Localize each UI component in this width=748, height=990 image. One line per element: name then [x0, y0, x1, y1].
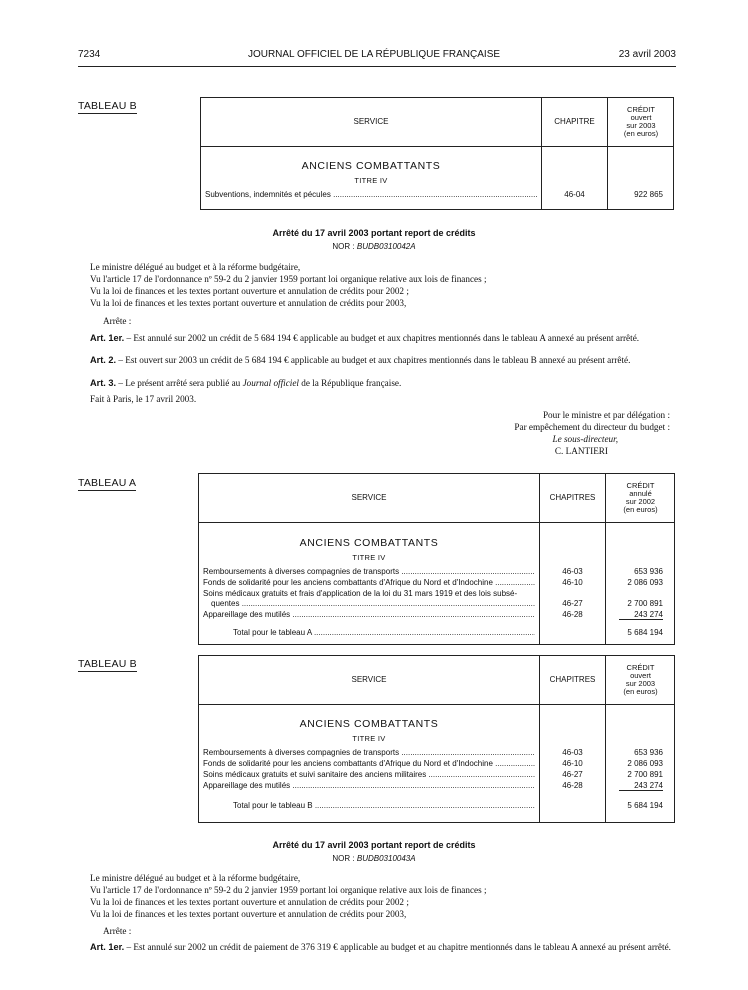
row-service-text: Remboursements à diverses compagnies de transports ..... — [203, 567, 535, 576]
credit-header-line: (en euros) — [623, 505, 658, 514]
nor-label: NOR : — [332, 854, 355, 863]
article-text-italic: Journal officiel — [242, 378, 299, 388]
credit-header-line: sur 2003 — [626, 121, 656, 130]
signature-line: Par empêchement du directeur du budget : — [514, 422, 670, 432]
arrete1-article-1 — [78, 333, 676, 345]
row-service-text: Appareillage des mutilés ..... — [203, 610, 535, 619]
row-service-text: Appareillage des mutilés ..... — [203, 781, 535, 790]
credit-header-line: (en euros) — [623, 129, 659, 138]
credit-header-line: sur 2002 — [625, 497, 656, 506]
tableA-col-chapitre: CHAPITRES — [549, 493, 596, 502]
arrete1-intro-line: Le ministre délégué au budget et à la réforme budgétaire, — [90, 262, 301, 272]
arrete1-intro-line: Vu la loi de finances et les textes portant ouverture et annulation de crédits pour 2003, — [90, 298, 407, 308]
tableB-col-credit — [606, 656, 675, 704]
table-row-amount: 2 086 093 — [627, 759, 663, 768]
signature-name: C. LANTIERI — [554, 446, 608, 456]
table-row-amount: 653 936 — [634, 748, 663, 757]
table-row-amount: 922 865 — [634, 190, 663, 199]
table1-label: TABLEAU B — [78, 100, 137, 112]
article-label: Art. 3. — [90, 378, 117, 388]
table-row-service — [203, 748, 535, 757]
credit-header-line: CRÉDIT — [627, 105, 655, 114]
tableB-section: ANCIENS COMBATTANTS — [299, 718, 439, 730]
tableA-section: ANCIENS COMBATTANTS — [299, 537, 439, 549]
arrete1-fait: Fait à Paris, le 17 avril 2003. — [90, 394, 197, 404]
table-row-amount: 653 936 — [634, 567, 663, 576]
arrete2-nor — [0, 854, 748, 863]
table-row-chapitre: 46-04 — [564, 190, 585, 199]
tableA-col-credit — [606, 474, 675, 522]
credit-header-line: CRÉDIT — [626, 663, 655, 672]
table-row-chapitre: 46-03 — [562, 748, 583, 757]
table-row-service — [203, 781, 535, 790]
table-row-amount: 2 086 093 — [627, 578, 663, 587]
article-label: Art. 1er. — [90, 942, 125, 952]
table-row-amount: 2 700 891 — [627, 599, 663, 608]
table-row-chapitre: 46-10 — [562, 759, 583, 768]
tableB-col-chapitre: CHAPITRES — [549, 675, 596, 684]
table-row-service — [205, 190, 537, 199]
article-label: Art. 2. — [90, 355, 117, 365]
arrete2-intro-line: Vu la loi de finances et les textes portant ouverture et annulation de crédits pour 2003, — [90, 909, 407, 919]
tableB-titre: TITRE IV — [352, 734, 386, 743]
row-service-text: Fonds de solidarité pour les anciens combattants d'Afrique du Nord et d'Indochine ..... — [203, 578, 535, 587]
tableA-label: TABLEAU A — [78, 477, 137, 489]
table-row-amount: 2 700 891 — [627, 770, 663, 779]
table-row-amount: 243 274 — [619, 781, 663, 791]
tableA-total: 5 684 194 — [627, 628, 663, 637]
row-service-text: Remboursements à diverses compagnies de transports ..... — [203, 748, 535, 757]
header-rule — [78, 66, 676, 67]
article-text: – Est annulé sur 2002 un crédit de paiement de 376 319 € applicable au budget et au chapitre mentionnés dans le tableau A annexé au présent arrêté. — [126, 942, 671, 952]
signature-line: Pour le ministre et par délégation : — [542, 410, 670, 420]
tableB-label: TABLEAU B — [78, 658, 137, 670]
credit-header-line: CRÉDIT — [626, 481, 655, 490]
arrete2-article-1 — [78, 942, 676, 954]
arrete1-article-3 — [90, 378, 401, 390]
signature-line: Le sous-directeur, — [552, 434, 618, 444]
tableB-col-service: SERVICE — [351, 675, 387, 684]
nor-value: BUDB0310042A — [356, 242, 416, 251]
article-text: – Est ouvert sur 2003 un crédit de 5 684 194 € applicable au budget et aux chapitres mentionnés dans le tableau B annexé au présent arrêté. — [118, 355, 631, 365]
article-label: Art. 1er. — [90, 333, 125, 343]
total-label-text: Total pour le tableau B ..... — [233, 801, 535, 810]
table-row-chapitre: 46-27 — [562, 599, 583, 608]
row-service-text: Fonds de solidarité pour les anciens combattants d'Afrique du Nord et d'Indochine ..... — [203, 759, 535, 768]
arrete1-intro-line: Vu l'article 17 de l'ordonnance nº 59-2 du 2 janvier 1959 portant loi organique relative aux lois de finances ; — [90, 274, 487, 284]
table1-col-chapitre: CHAPITRE — [554, 117, 595, 126]
arrete2-intro-line: Le ministre délégué au budget et à la réforme budgétaire, — [90, 873, 301, 883]
page-number: 7234 — [78, 49, 101, 60]
arrete2-arrete: Arrête : — [103, 926, 132, 936]
arrete2-intro-line: Vu l'article 17 de l'ordonnance nº 59-2 du 2 janvier 1959 portant loi organique relative aux lois de finances ; — [90, 885, 487, 895]
nor-value: BUDB0310043A — [356, 854, 416, 863]
arrete2-intro-line: Vu la loi de finances et les textes portant ouverture et annulation de crédits pour 2002 ; — [90, 897, 409, 907]
total-label-text: Total pour le tableau A ..... — [233, 628, 535, 637]
table-row-chapitre: 46-10 — [562, 578, 583, 587]
row-service-text: Soins médicaux gratuits et suivi sanitaire des anciens militaires ..... — [203, 770, 535, 779]
article-text: de la République française. — [298, 378, 402, 388]
table-row-service — [203, 567, 535, 576]
row-service-text: Subventions, indemnités et pécules ..... — [205, 190, 537, 199]
arrete1-nor — [0, 242, 748, 251]
table-row-service: Soins médicaux gratuits et frais d'application de la loi du 31 mars 1919 et des lois subsé- — [203, 589, 518, 598]
arrete2-title: Arrêté du 17 avril 2003 portant report de crédits — [272, 840, 476, 850]
table-row-service — [203, 770, 535, 779]
arrete1-title: Arrêté du 17 avril 2003 portant report de crédits — [272, 228, 476, 238]
table1 — [200, 97, 674, 210]
tableB — [198, 655, 675, 823]
table-row-service — [203, 610, 535, 619]
credit-header-line: ouvert — [630, 671, 651, 680]
tableA — [198, 473, 675, 645]
tableA-total-label — [233, 628, 535, 637]
table-row-chapitre: 46-27 — [562, 770, 583, 779]
table-row-service-cont — [211, 599, 535, 608]
credit-header-line: sur 2003 — [625, 679, 656, 688]
table1-section: ANCIENS COMBATTANTS — [301, 160, 441, 172]
tableB-total-label — [233, 801, 535, 810]
table1-col-credit — [608, 98, 674, 146]
row-service-text: quentes ..... — [211, 599, 535, 608]
journal-title: JOURNAL OFFICIEL DE LA RÉPUBLIQUE FRANÇAISE — [247, 49, 501, 60]
page-date: 23 avril 2003 — [618, 49, 676, 60]
arrete1-arrete: Arrête : — [103, 316, 132, 326]
arrete1-intro-line: Vu la loi de finances et les textes portant ouverture et annulation de crédits pour 2002 ; — [90, 286, 409, 296]
nor-label: NOR : — [332, 242, 355, 251]
table-row-service — [203, 578, 535, 587]
table1-titre: TITRE IV — [354, 176, 388, 185]
credit-header-line: (en euros) — [623, 687, 658, 696]
table-row-chapitre: 46-03 — [562, 567, 583, 576]
credit-header-line: ouvert — [630, 113, 652, 122]
article-text: – Est annulé sur 2002 un crédit de 5 684 194 € applicable au budget et aux chapitres mentionnés dans le tableau A annexé au présent arrêté. — [126, 333, 640, 343]
tableA-col-service: SERVICE — [351, 493, 387, 502]
table-row-chapitre: 46-28 — [562, 610, 583, 619]
table-row-service — [203, 759, 535, 768]
table1-col-service: SERVICE — [353, 117, 389, 126]
tableA-titre: TITRE IV — [352, 553, 386, 562]
table-row-amount: 243 274 — [619, 610, 663, 620]
credit-header-line: annulé — [629, 489, 652, 498]
tableB-total: 5 684 194 — [627, 801, 663, 810]
table-row-chapitre: 46-28 — [562, 781, 583, 790]
arrete1-article-2 — [78, 355, 676, 367]
article-text: – Le présent arrêté sera publié au — [118, 378, 243, 388]
